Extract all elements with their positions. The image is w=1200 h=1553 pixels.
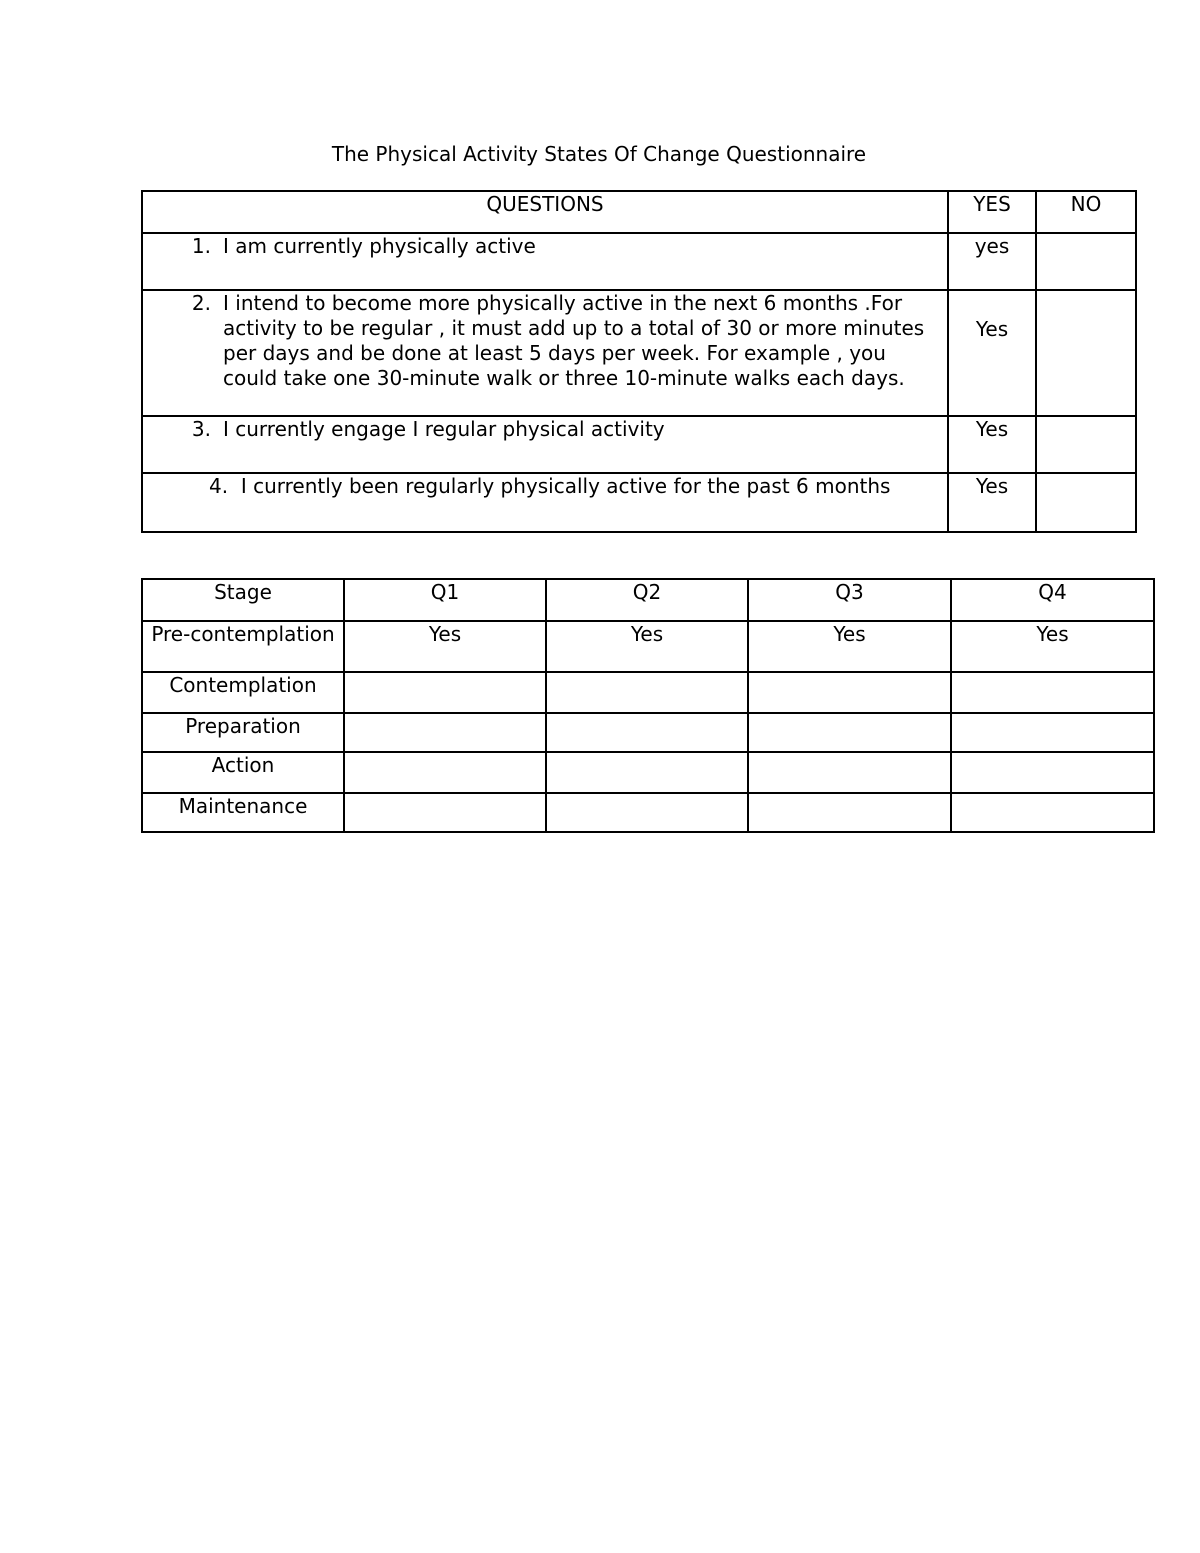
stage-q2-cell (546, 713, 748, 752)
question-row (142, 473, 1136, 532)
stage-name: Action (142, 752, 344, 793)
stage-name: Pre-contemplation (142, 621, 344, 672)
stage-q3-cell: Yes (748, 621, 951, 672)
answer-no-cell (1036, 473, 1136, 532)
questions-table (141, 190, 1137, 533)
stage-q2-cell (546, 793, 748, 832)
stage-row (142, 793, 1154, 832)
stage-q4-cell (951, 793, 1154, 832)
stage-name: Maintenance (142, 793, 344, 832)
question-cell (142, 290, 948, 416)
answer-yes-value: Yes (975, 317, 1009, 341)
stage-q2-cell: Yes (546, 621, 748, 672)
stage-q1-cell (344, 793, 546, 832)
answer-no-cell (1036, 416, 1136, 473)
stage-q4-cell (951, 752, 1154, 793)
stage-q1-cell: Yes (344, 621, 546, 672)
stage-row (142, 621, 1154, 672)
question-number: 2. (191, 291, 211, 315)
stage-table-header-row (142, 579, 1154, 621)
header-q2: Q2 (546, 579, 748, 621)
stage-q3-cell (748, 713, 951, 752)
questions-table-header-row (142, 191, 1136, 233)
question-text (153, 474, 939, 499)
stage-q2-cell (546, 752, 748, 793)
question-row (142, 233, 1136, 290)
question-text: I am currently physically active (223, 234, 536, 258)
answer-yes-cell: Yes (948, 473, 1036, 532)
header-questions: QUESTIONS (142, 191, 948, 233)
question-cell (142, 416, 948, 473)
answer-no-cell (1036, 290, 1136, 416)
answer-yes-cell: yes (948, 233, 1036, 290)
answer-no-cell (1036, 233, 1136, 290)
header-q3: Q3 (748, 579, 951, 621)
question-cell (142, 473, 948, 532)
question-row (142, 290, 1136, 416)
stage-row (142, 713, 1154, 752)
question-number: 1. (191, 234, 211, 258)
header-yes: YES (948, 191, 1036, 233)
stage-table (141, 578, 1155, 833)
stage-q4-cell (951, 713, 1154, 752)
stage-q1-cell (344, 713, 546, 752)
stage-q1-cell (344, 672, 546, 713)
stage-name: Contemplation (142, 672, 344, 713)
question-number: 3. (191, 417, 211, 441)
stage-row (142, 672, 1154, 713)
header-q1: Q1 (344, 579, 546, 621)
stage-q2-cell (546, 672, 748, 713)
question-cell (142, 233, 948, 290)
header-q4: Q4 (951, 579, 1154, 621)
question-text-body: I currently been regularly physically active for the past 6 months (240, 474, 891, 498)
stage-q3-cell (748, 672, 951, 713)
stage-name: Preparation (142, 713, 344, 752)
stage-q3-cell (748, 752, 951, 793)
answer-yes-cell (948, 290, 1036, 416)
header-stage: Stage (142, 579, 344, 621)
stage-q1-cell (344, 752, 546, 793)
header-no: NO (1036, 191, 1136, 233)
question-text: I intend to become more physically active in the next 6 months .For activity to be regular , it must add up to a total of 30 or more minutes per days and be done at least 5 days per week. For example , you could take one 30-minute walk or three 10-minute walks each days. (223, 291, 925, 390)
question-row (142, 416, 1136, 473)
stage-q3-cell (748, 793, 951, 832)
stage-q4-cell (951, 672, 1154, 713)
question-text: I currently engage I regular physical activity (223, 417, 665, 441)
document-title: The Physical Activity States Of Change Questionnaire (331, 142, 867, 166)
stage-q4-cell: Yes (951, 621, 1154, 672)
answer-yes-cell: Yes (948, 416, 1036, 473)
question-number: 4. (209, 474, 229, 498)
stage-row (142, 752, 1154, 793)
